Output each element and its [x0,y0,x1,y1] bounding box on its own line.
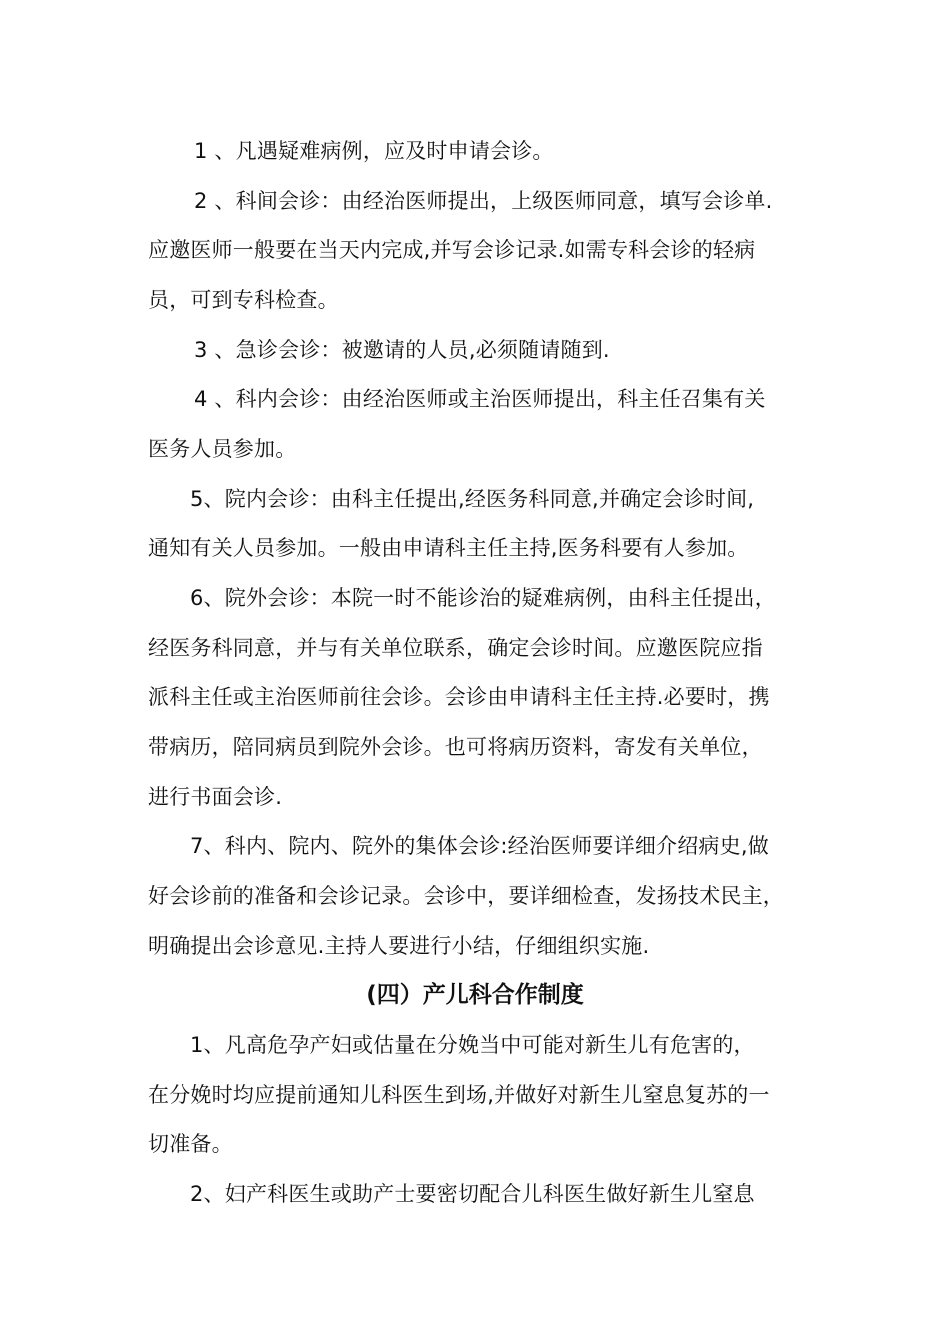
consult-item-5-line-2: 通知有关人员参加。一般由申请科主任主持,医务科要有人参加。 [148,536,749,560]
obstetric-item-2-line-1: 2、妇产科医生或助产士要密切配合儿科医生做好新生儿窒息 [190,1182,755,1206]
consult-item-7-line-2: 好会诊前的准备和会诊记录。会诊中，要详细检查，发扬技术民主， [148,884,784,908]
consult-item-4-line-1: 4 、科内会诊：由经治医师或主治医师提出，科主任召集有关 [194,387,766,411]
consult-item-4-line-2: 医务人员参加。 [148,437,297,461]
consult-item-6-line-3: 派科主任或主治医师前往会诊。会诊由申请科主任主持.必要时，携 [148,685,770,709]
obstetric-item-1-line-3: 切准备。 [148,1132,233,1156]
consult-item-6-line-1: 6、院外会诊：本院一时不能诊治的疑难病例，由科主任提出， [190,586,776,610]
consult-item-6-line-4: 带病历，陪同病员到院外会诊。也可将病历资料，寄发有关单位， [148,735,763,759]
consult-item-2-line-3: 员，可到专科检查。 [148,288,339,312]
obstetric-item-1-line-2: 在分娩时均应提前通知儿科医生到场,并做好对新生儿窒息复苏的一 [148,1083,770,1107]
consult-item-6-line-2: 经医务科同意，并与有关单位联系，确定会诊时间。应邀医院应指 [148,636,763,660]
consult-item-7-line-1: 7、科内、院内、院外的集体会诊:经治医师要详细介绍病史,做 [190,834,769,858]
consult-item-6-line-5: 进行书面会诊. [148,785,283,809]
consult-item-5-line-1: 5、院内会诊：由科主任提出,经医务科同意,并确定会诊时间, [190,487,755,511]
consult-item-3-line-1: 3 、急诊会诊：被邀请的人员,必须随请随到. [194,338,610,362]
consult-item-7-line-3: 明确提出会诊意见.主持人要进行小结，仔细组织实施. [148,934,650,958]
section-heading: (四）产儿科合作制度 [366,982,584,1008]
consult-item-1-line-1: 1 、凡遇疑难病例，应及时申请会诊。 [194,139,554,163]
obstetric-item-1-line-1: 1、凡高危孕产妇或估量在分娩当中可能对新生儿有危害的， [190,1033,755,1057]
consult-item-2-line-2: 应邀医师一般要在当天内完成,并写会诊记录.如需专科会诊的轻病 [148,238,756,262]
consult-item-2-line-1: 2 、科间会诊：由经治医师提出，上级医师同意，填写会诊单. [194,189,773,213]
